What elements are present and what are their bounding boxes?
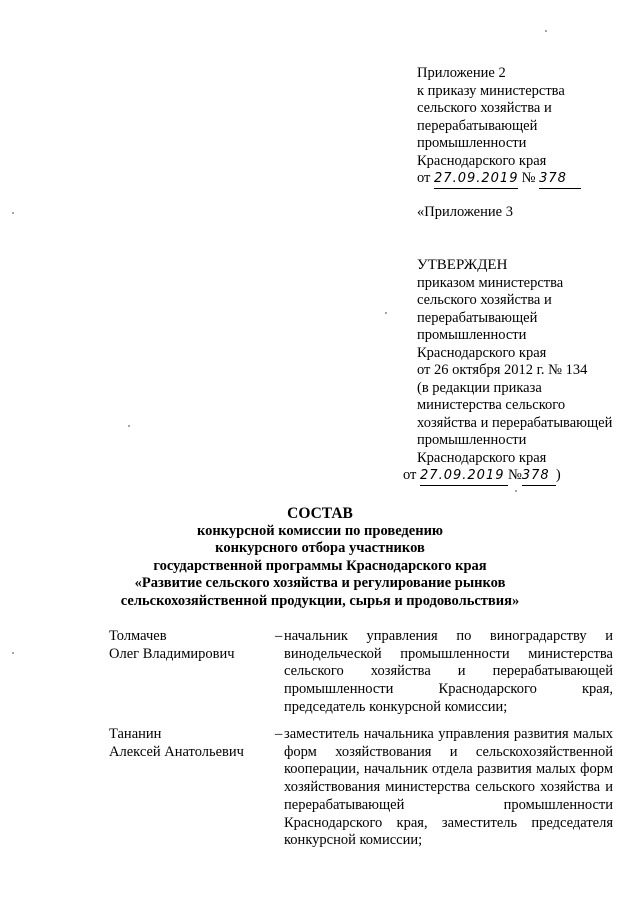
date-prefix: от: [417, 170, 431, 186]
title-heading: СОСТАВ: [287, 505, 353, 522]
title-line: конкурсного отбора участников: [215, 540, 425, 556]
approved-line: приказом министерства: [417, 274, 564, 291]
handwritten-number: 378: [522, 467, 556, 486]
date-prefix: от: [403, 467, 417, 483]
member-dash: –: [275, 628, 283, 644]
scan-speck: [12, 652, 14, 654]
member-name: [109, 726, 269, 761]
approved-line: Краснодарского края: [417, 449, 547, 466]
scan-speck: [545, 30, 547, 32]
appendix-3-label: [417, 204, 513, 222]
appendix-2-line: промышленности: [417, 135, 527, 151]
handwritten-date: 27.09.2019: [434, 170, 518, 189]
title-line: «Развитие сельского хозяйства и регулирование рынков: [134, 575, 506, 591]
scan-speck: [128, 425, 130, 427]
title-line: конкурсной комиссии по проведению: [197, 522, 443, 539]
member-description: начальник управления по виноградарству и винодельческой промышленности министерства сельского хозяйства и перерабатывающей промышленности Краснодарского края, председатель конкурсной комиссии;: [284, 628, 613, 715]
approved-line: перерабатывающей: [417, 309, 538, 326]
closing-paren: ): [555, 467, 561, 483]
appendix-3-text: «Приложение 3: [417, 204, 513, 220]
document-title: [60, 505, 580, 610]
approved-line: сельского хозяйства и: [417, 292, 552, 308]
handwritten-date: 27.09.2019: [420, 467, 508, 486]
scan-speck: [515, 490, 517, 492]
appendix-2-line: к приказу министерства: [417, 82, 565, 99]
approved-line: министерства сельского: [417, 397, 566, 413]
appendix-2-line: Приложение 2: [417, 65, 506, 81]
approved-date-line: [403, 467, 612, 486]
member-surname: Тананин: [109, 726, 162, 742]
approved-line: промышленности: [417, 327, 527, 343]
member-given-name: Алексей Анатольевич: [109, 743, 244, 760]
approved-heading: УТВЕРЖДЕН: [417, 257, 508, 273]
approved-line: Краснодарского края: [417, 344, 547, 361]
approved-line: промышленности: [417, 432, 527, 448]
appendix-2-line: Краснодарского края: [417, 152, 547, 169]
appendix-2-line: сельского хозяйства и: [417, 100, 552, 116]
scan-speck: [385, 312, 387, 314]
member-surname: Толмачев: [109, 628, 167, 644]
member-given-name: Олег Владимирович: [109, 645, 235, 662]
approved-line: от 26 октября 2012 г. № 134: [417, 362, 588, 378]
title-line: сельскохозяйственной продукции, сырья и продовольствия»: [120, 592, 520, 609]
approved-line: хозяйства и перерабатывающей: [417, 414, 613, 431]
approved-line: (в редакции приказа: [417, 379, 542, 396]
member-dash: –: [275, 726, 283, 742]
number-prefix: №: [521, 170, 536, 186]
handwritten-number: 378: [539, 170, 581, 189]
scan-speck: [12, 212, 14, 214]
appendix-2-date-line: [417, 170, 581, 189]
approved-block: [403, 257, 612, 486]
member-name: [109, 628, 269, 663]
member-description: заместитель начальника управления развития малых форм хозяйствования и сельскохозяйственной кооперации, начальник отдела развития малых форм хозяйствования министерства сельского хозяйства и перерабатывающей промышленности Краснодарского края, заместитель председателя конкурсной комиссии;: [284, 726, 613, 849]
appendix-2-header: [417, 65, 581, 189]
number-prefix: №: [508, 467, 522, 483]
title-line: государственной программы Краснодарского края: [153, 557, 487, 574]
appendix-2-line: перерабатывающей: [417, 117, 538, 134]
